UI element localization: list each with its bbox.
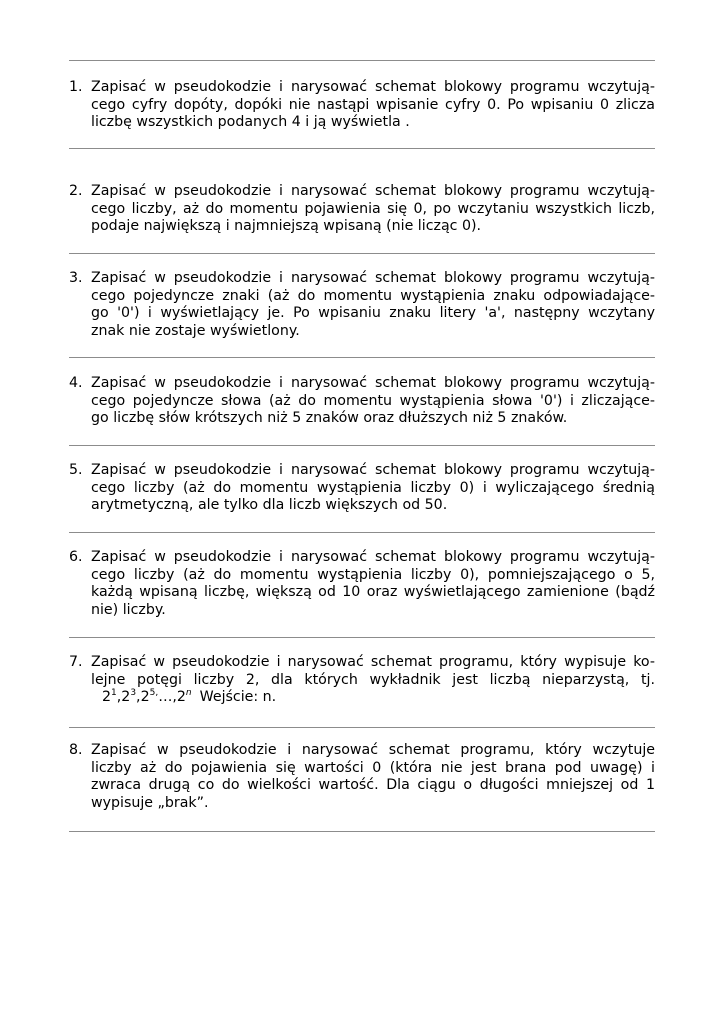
task-1 <box>69 79 655 132</box>
task-line: Zapisać w pseudokodzie i narysować schemat blokowy programu wczytują- <box>91 183 655 199</box>
task-number: 1. <box>69 79 83 95</box>
task-line: go '0') i wyświetlający je. Po wpisaniu znaku litery 'a', następny wczytany <box>91 305 655 322</box>
divider <box>69 253 655 254</box>
task-line: cego pojedyncze znaki (aż do momentu wystąpienia znaku odpowiadające- <box>91 287 655 304</box>
task-line: Zapisać w pseudokodzie i narysować schemat blokowy programu wczytują- <box>91 462 655 478</box>
task-line: liczbę wszystkich podanych 4 i ją wyświetla . <box>91 114 410 131</box>
task-text <box>91 742 655 812</box>
task-number: 8. <box>69 742 83 758</box>
task-line: nie) liczby. <box>91 601 166 618</box>
task-number: 2. <box>69 183 83 199</box>
task-3 <box>69 270 655 340</box>
task-line: liczby aż do pojawienia się wartości 0 (która nie jest brana pod uwagę) i <box>91 759 655 776</box>
divider <box>69 445 655 446</box>
divider <box>69 831 655 832</box>
task-line: znak nie zostaje wyświetlony. <box>91 322 300 339</box>
power-sequence-formula: $2^1,2^3,2^{5,}\dots,2^n$ <box>102 688 192 706</box>
input-label: Wejście: n. <box>199 689 277 706</box>
divider <box>69 357 655 358</box>
task-line: Zapisać w pseudokodzie i narysować schemat programu, który wczytuje <box>91 742 655 758</box>
task-number: 6. <box>69 549 83 565</box>
task-line: lejne potęgi liczby 2, dla których wykładnik jest liczbą nieparzystą, tj. <box>91 671 655 688</box>
task-text <box>91 79 655 132</box>
task-8 <box>69 742 655 812</box>
task-line: go liczbę słów krótszych niż 5 znaków oraz dłuższych niż 5 znaków. <box>91 410 568 427</box>
task-text <box>91 549 655 619</box>
task-number: 3. <box>69 270 83 286</box>
task-line: arytmetyczną, ale tylko dla liczb większych od 50. <box>91 497 448 514</box>
task-line: Zapisać w pseudokodzie i narysować schemat blokowy programu wczytują- <box>91 375 655 391</box>
divider <box>69 148 655 149</box>
divider <box>69 532 655 533</box>
divider <box>69 637 655 638</box>
divider <box>69 727 655 728</box>
task-line: Zapisać w pseudokodzie i narysować schemat blokowy programu wczytują- <box>91 270 655 286</box>
task-number: 5. <box>69 462 83 478</box>
task-line: Zapisać w pseudokodzie i narysować schemat programu, który wypisuje ko- <box>91 654 655 670</box>
task-line: każdą wpisaną liczbę, większą od 10 oraz wyświetlającego zamienione (bądź <box>91 584 655 601</box>
task-number: 7. <box>69 654 83 670</box>
task-text <box>91 654 655 707</box>
task-line: wypisuje „brak”. <box>91 794 209 811</box>
divider <box>69 60 655 61</box>
task-2 <box>69 183 655 236</box>
task-text <box>91 462 655 515</box>
task-7 <box>69 654 655 707</box>
task-line: cego liczby (aż do momentu wystąpienia liczby 0), pomniejszającego o 5, <box>91 566 655 583</box>
task-text <box>91 375 655 428</box>
task-line: Zapisać w pseudokodzie i narysować schemat blokowy programu wczytują- <box>91 79 655 95</box>
task-text <box>91 183 655 236</box>
task-line: cego pojedyncze słowa (aż do momentu wystąpienia słowa '0') i zliczające- <box>91 392 655 409</box>
task-line: cego liczby, aż do momentu pojawienia się 0, po wczytaniu wszystkich liczb, <box>91 200 655 217</box>
task-line: zwraca drugą co do wielkości wartość. Dla ciągu o długości mniejszej od 1 <box>91 777 655 794</box>
task-text <box>91 270 655 340</box>
task-line: podaje największą i najmniejszą wpisaną (nie licząc 0). <box>91 218 482 235</box>
task-4 <box>69 375 655 428</box>
task-6 <box>69 549 655 619</box>
formula-line <box>91 689 655 707</box>
task-5 <box>69 462 655 515</box>
task-line: cego liczby (aż do momentu wystąpienia liczby 0) i wyliczającego średnią <box>91 479 655 496</box>
task-number: 4. <box>69 375 83 391</box>
task-line: cego cyfry dopóty, dopóki nie nastąpi wpisanie cyfry 0. Po wpisaniu 0 zlicza <box>91 96 655 113</box>
task-line: Zapisać w pseudokodzie i narysować schemat blokowy programu wczytują- <box>91 549 655 565</box>
